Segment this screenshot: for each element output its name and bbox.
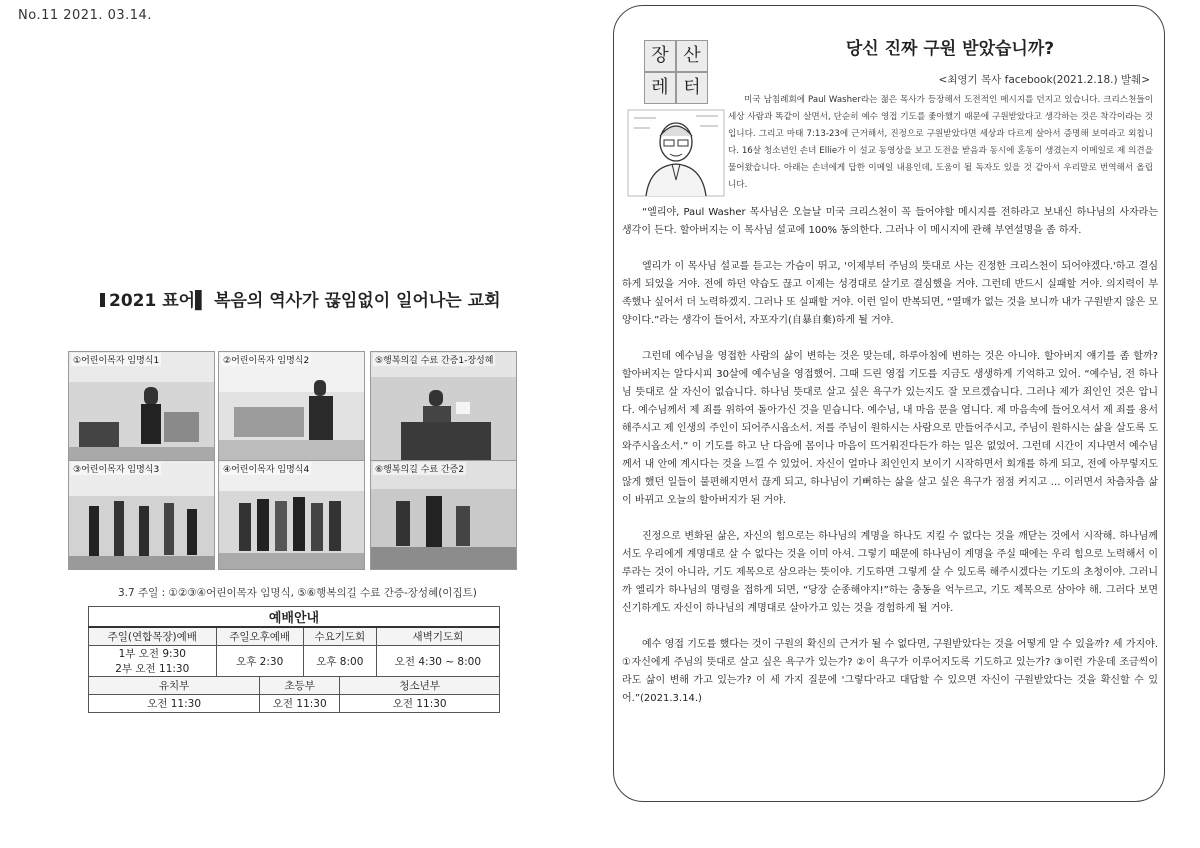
photo-2-image	[219, 352, 364, 460]
header-dawn: 새벽기도회	[376, 627, 499, 646]
paragraph-5: 예수 영접 기도를 했다는 것이 구원의 확신의 근거가 될 수 없다면, 구원받았다는 것을 어떻게 알 수 있을까? 세 가지야. ①자신에게 주님의 뜻대로 살고 싶은 욕구가 있는가? ②이 욕구가 이루어지도록 기도하고 있는가? ③이런 가운데 조금씩이라도 삶이 변해 가고 있는가? 이 세 가지 질문에 '그렇다'라고 대답할 수 있으면 자신이 구원받았다는 것을 확신할 수 있어.”(2021.3.14.)	[622, 639, 1158, 704]
header-youth: 청소년부	[340, 677, 500, 695]
photo-5-caption: ④어린이목자 임명식4	[221, 462, 311, 475]
letter-body	[622, 204, 1158, 726]
issue-number: No.11 2021. 03.14.	[18, 8, 152, 23]
photo-4	[68, 460, 215, 570]
photo-3-image	[371, 352, 516, 460]
photo-caption: 3.7 주일 : ①②③④어린이목자 임명식, ⑤⑥행복의길 수료 간증-장성혜(이집트)	[118, 587, 477, 599]
tile-jang: 장	[644, 40, 676, 72]
photo-3	[370, 351, 517, 461]
header-kindergarten: 유치부	[89, 677, 260, 695]
photo-6-image	[371, 461, 516, 569]
value-youth: 오전 11:30	[340, 695, 500, 713]
value-dawn: 오전 4:30 ~ 8:00	[376, 646, 499, 677]
tile-re: 레	[644, 72, 676, 104]
photo-2-caption: ②어린이목자 임명식2	[221, 353, 311, 366]
letter-title: 당신 진짜 구원 받았습니까?	[845, 39, 1055, 59]
worship-schedule-table	[88, 606, 500, 713]
photo-2	[218, 351, 365, 461]
value-kindergarten: 오전 11:30	[89, 695, 260, 713]
photo-5-image	[219, 461, 364, 569]
paragraph-2: 엘리가 이 목사님 설교를 듣고는 가슴이 뛰고, '이제부터 주님의 뜻대로 사는 진정한 크리스천이 되어야겠다.'하고 결심하게 되었을 거야. 전에 하던 약습도 끊고 이제는 성경대로 살기로 결심했을 거야. 그런데 반드시 실패할 거야. 의지력이 부족했나 싶어서 더 노력하겠지. 그러나 또 실패할 거야. 이런 일이 반복되면, “열매가 없는 것을 보니까 내가 구원받지 않은 모양이다.”라는 생각이 들어서, 자포자기(自暴自棄)하게 될 거야.	[622, 261, 1158, 326]
photo-1	[68, 351, 215, 461]
photo-4-image	[69, 461, 214, 569]
tile-teo: 터	[676, 72, 708, 104]
paragraph-4: 진정으로 변화된 삶은, 자신의 힘으로는 하나님의 계명을 하나도 지킬 수 없다는 것을 깨닫는 것에서 시작해. 하나님께서도 우리에게 계명대로 살 수 없다는 것을 이미 아셔. 그렇기 때문에 하나님이 계명을 주실 때에는 우리 힘으로 노력해서 이루라는 것이 아니라, 기도 제목으로 삼으라는 뜻이야. 기도하면 그렇게 살 수 있도록 해주시겠다는 기도의 초청이야. 그러니까 엘리가 하나님의 명령을 접하게 되면, “당장 순종해야지!”하는 충동을 억누르고, 기도 제목으로 삼아야 해. 그러다 보면 신기하게도 자신이 하나님의 계명대로 살아가고 있는 것을 경험하게 될 거야.	[622, 531, 1158, 614]
sunday-second-service: 2부 오전 11:30	[115, 663, 190, 675]
value-elementary: 오전 11:30	[260, 695, 340, 713]
photo-6	[370, 460, 517, 570]
header-sunday-afternoon: 주일오후예배	[216, 627, 303, 646]
page-title	[100, 286, 520, 311]
photo-6-caption: ⑥행복의길 수료 간증2	[373, 462, 466, 475]
value-sunday-afternoon: 오후 2:30	[216, 646, 303, 677]
author-portrait-icon	[626, 108, 726, 198]
motto-text: 2021 표어▌ 복음의 역사가 끊임없이 일어나는 교회	[109, 291, 501, 311]
tile-san: 산	[676, 40, 708, 72]
sunday-first-service: 1부 오전 9:30	[118, 648, 186, 660]
title-bar-icon	[100, 293, 105, 307]
intro-text	[728, 92, 1153, 194]
worship-title: 예배안내	[89, 607, 500, 628]
paragraph-3: 그런데 예수님을 영접한 사람의 삶이 변하는 것은 맞는데, 하루아침에 변하는 것은 아니야. 할아버지 얘기를 좀 할까? 할아버지는 알다시피 30살에 예수님을 영접했어. 그때 드린 영접 기도를 지금도 생생하게 기억하고 있어. “예수님, 전 하나님 뜻대로 살 자신이 없습니다. 하나님 뜻대로 살고 싶은 욕구가 있는지도 잘 모르겠습니다. 그러나 제가 죄인인 것은 압니다. 예수님께서 제 죄를 위하여 돌아가신 것을 믿습니다. 예수님, 내 마음 문을 엽니다. 제 마음속에 들어오셔서 제 죄를 용서해주시고 제 인생의 주인이 되어주시옵소서. 저를 주님이 원하시는 사람으로 만들어주시고, 주님이 원하시는 삶을 살도록 도와주시옵소서.” 이 기도를 하고 난 다음에 몸이나 마음이 뜨거워진다든가 하는 일은 없었어. 그런데 시간이 지나면서 예수님께서 내 안에 계시다는 것을 느낄 수 있었어. 자신이 얼마나 죄인인지 보이기 시작하면서 회개를 하게 되고, 전에 아무렇지도 않게 했던 일들이 불편해지면서 끊게 되고, 하나님이 기뻐하는 삶을 살고 싶은 욕구가 점점 커지고 … 이러면서 차츰차츰 삶이 바뀌고 오늘의 할아버지가 된 거야.	[622, 351, 1158, 506]
header-elementary: 초등부	[260, 677, 340, 695]
header-wednesday: 수요기도회	[303, 627, 376, 646]
photo-1-caption: ①어린이목자 임명식1	[71, 353, 161, 366]
photo-1-image	[69, 352, 214, 460]
byline: <최영기 목사 facebook(2021.2.18.) 발췌>	[938, 74, 1150, 86]
paragraph-1: “엘리야, Paul Washer 목사님은 오늘날 미국 크리스천이 꼭 들어야할 메시지를 전하라고 보내신 하나님의 사자라는 생각이 든다. 할아버지는 이 목사님 설교에 100% 동의한다. 그러나 이 메시지에 관해 부연설명을 좀 하자.	[622, 207, 1158, 236]
header-sunday: 주일(연합목장)예배	[89, 627, 217, 646]
value-sunday	[89, 646, 217, 677]
intro-body: 미국 남침례회에 Paul Washer라는 젊은 목사가 등장해서 도전적인 메시지를 던지고 있습니다. 크리스천들이 세상 사람과 똑같이 살면서, 단순히 예수 영접 기도를 좇아했기 때문에 구원받았다고 생각하는 것은 착각이라는 것입니다. 그리고 마태 7:13-23에 근거해서, 진정으로 구원받았다면 세상과 다르게 살아서 증명해 보여라고 외칩니다. 16살 청소년인 손녀 Ellie가 이 설교 동영상을 보고 도전을 받음과 동시에 혼동이 생겼는지 이메일로 제 의견을 물어왔습니다. 아래는 손녀에게 답한 이메일 내용인데, 도움이 될 독자도 있을 것 같아서 우리말로 번역해서 올립니다.	[728, 95, 1153, 190]
photo-3-caption: ⑤행복의길 수료 간증1-장성혜	[373, 353, 495, 366]
photo-5	[218, 460, 365, 570]
value-wednesday: 오후 8:00	[303, 646, 376, 677]
photo-4-caption: ③어린이목자 임명식3	[71, 462, 161, 475]
